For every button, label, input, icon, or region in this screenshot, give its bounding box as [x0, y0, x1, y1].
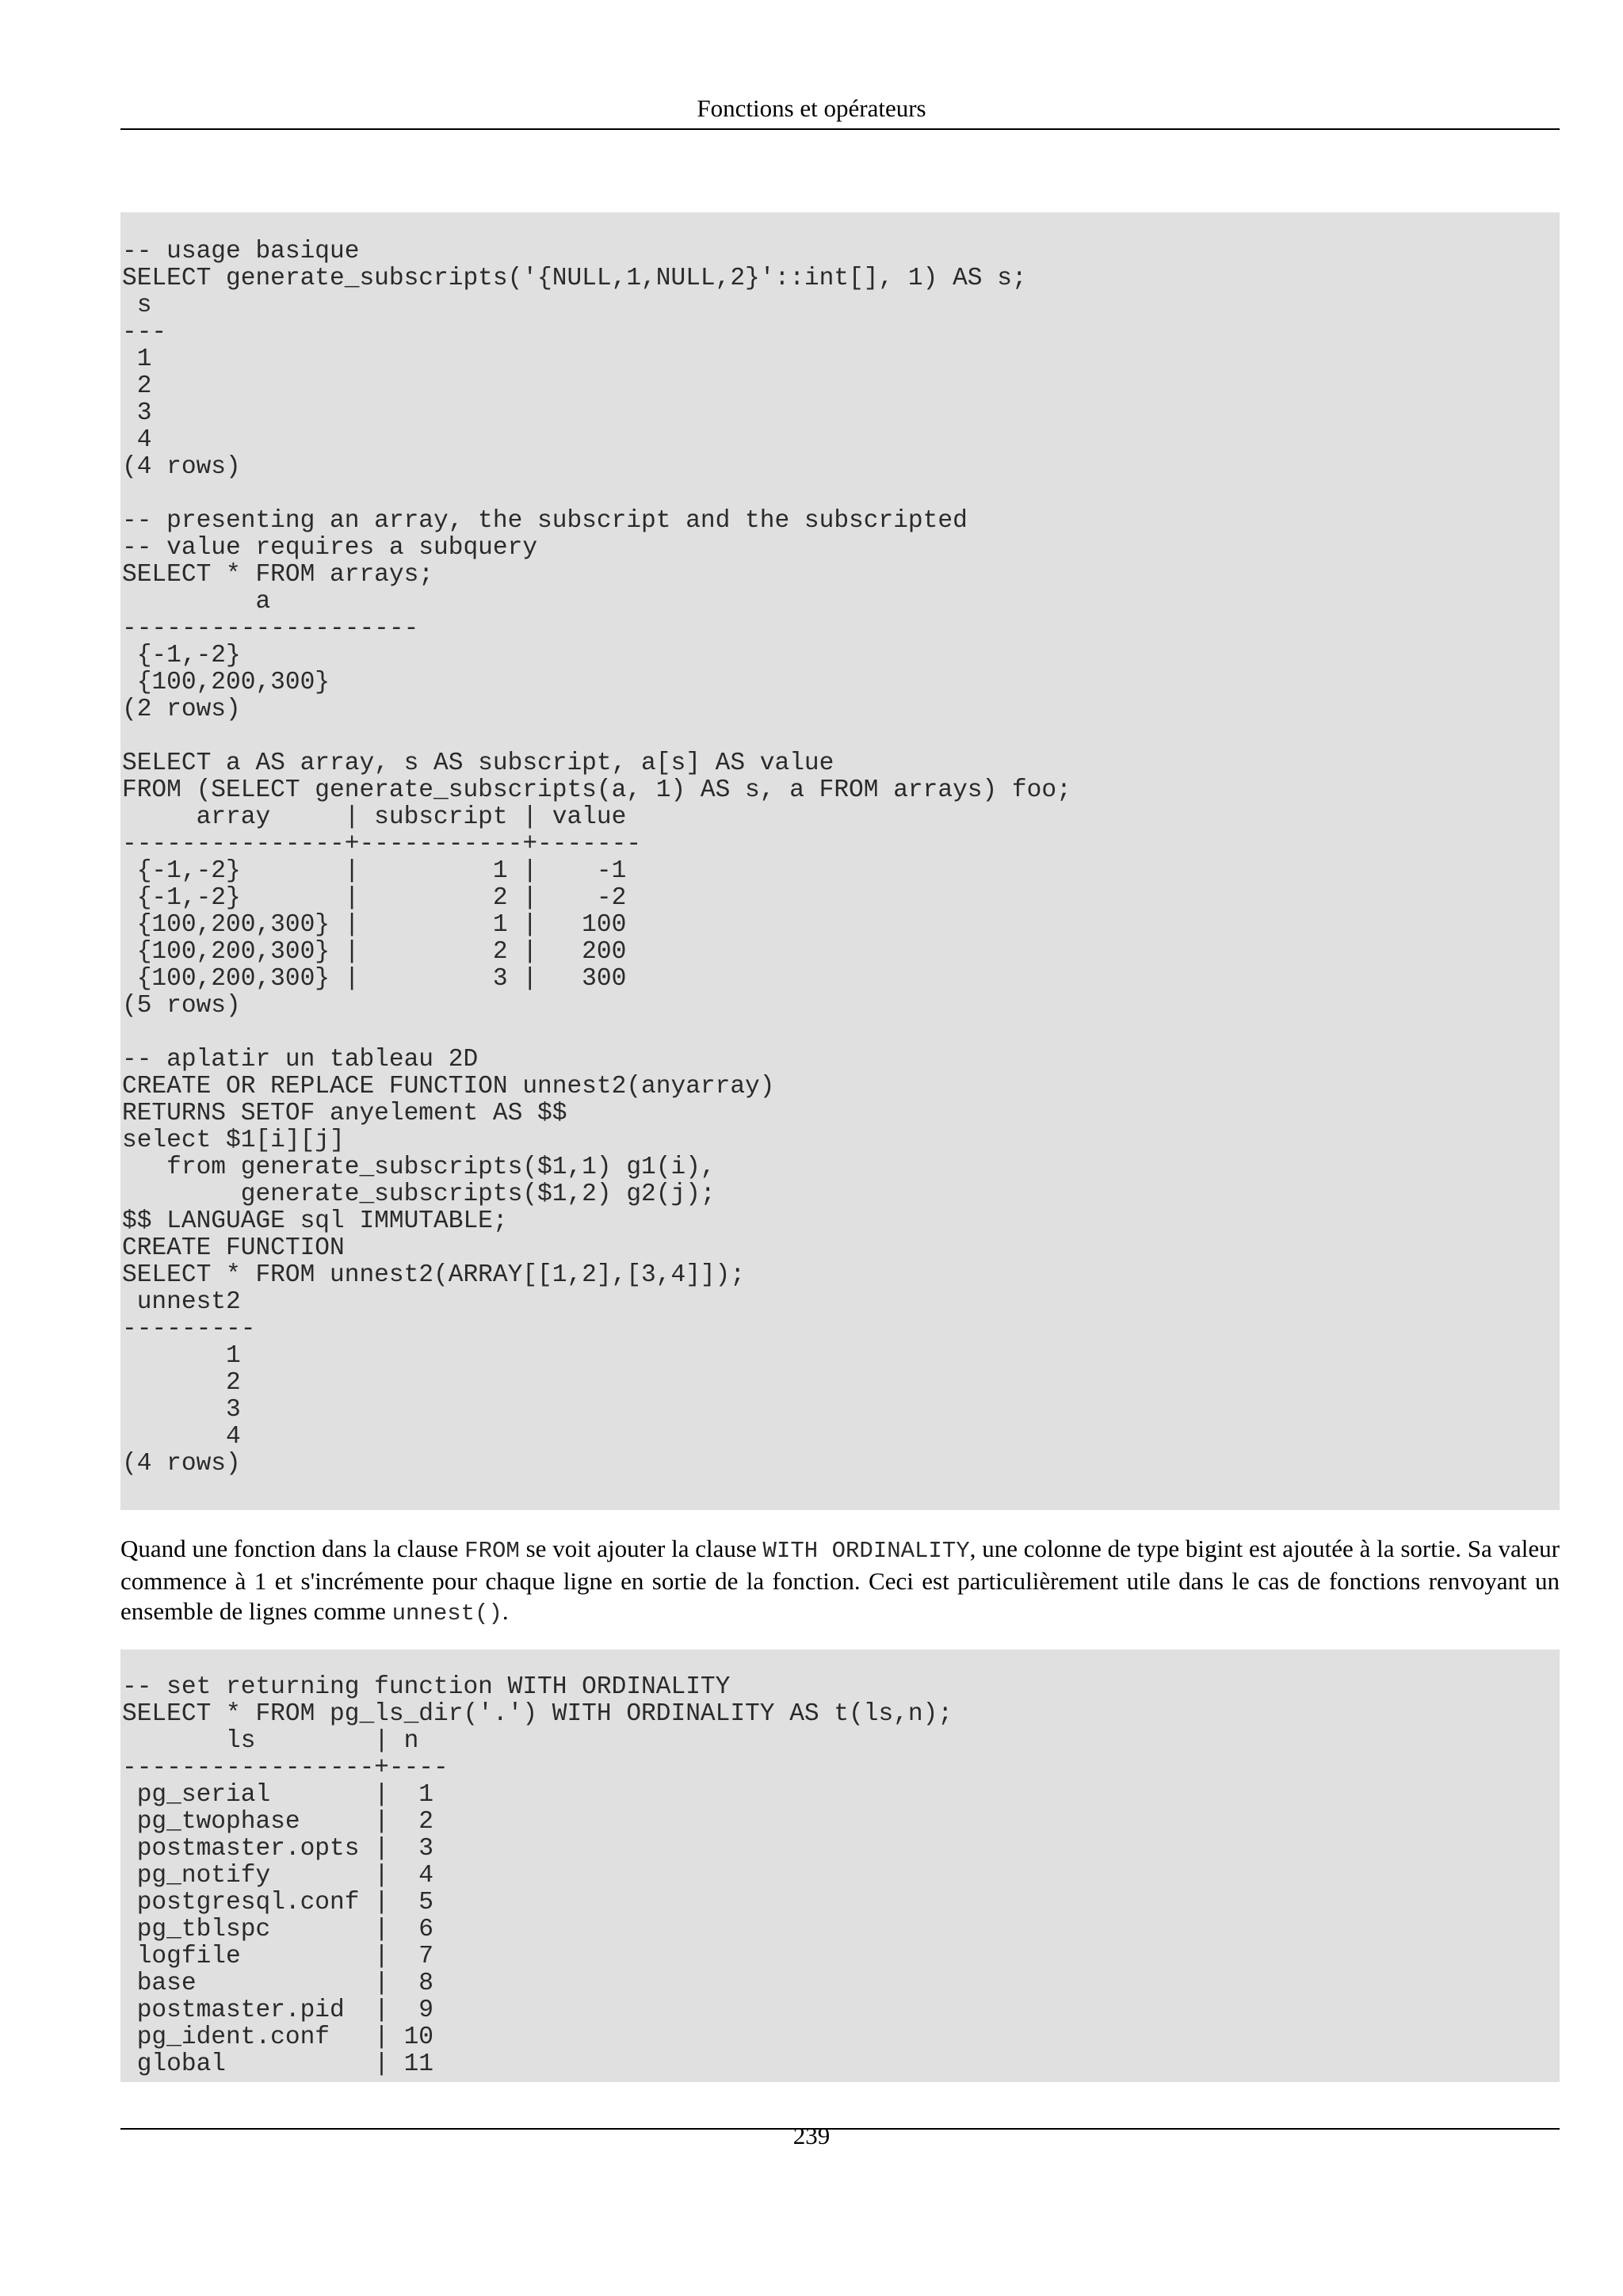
header-rule: [120, 128, 1560, 130]
body-paragraph: [120, 1534, 1560, 1629]
inline-code: FROM: [464, 1538, 520, 1564]
paragraph-text: se voit ajouter la clause: [519, 1535, 763, 1562]
code-listing: -- usage basique SELECT generate_subscripts('{NULL,1,NULL,2}'::int[], 1) AS s; s --- 1 2 3 4 (4 rows) -- presenting an array, the subscript and the subscripted -- value requires a subquery SELECT * FROM arrays; a -------------------- {-1,-2} {100,200,300} (2 rows) SELECT a AS array, s AS subscript, a[s] AS value FROM (SELECT generate_subscripts(a, 1) AS s, a FROM arrays) foo; array | subscript | value ---------------+-----------+------- {-1,-2} | 1 | -1 {-1,-2} | 2 | -2 {100,200,300} | 1 | 100 {100,200,300} | 2 | 200 {100,200,300} | 3 | 300 (5 rows) -- aplatir un tableau 2D CREATE OR REPLACE FUNCTION unnest2(anyarray) RETURNS SETOF anyelement AS $$ select $1[i][j] from generate_subscripts($1,1) g1(i), generate_subscripts($1,2) g2(j); $$ LANGUAGE sql IMMUTABLE; CREATE FUNCTION SELECT * FROM unnest2(ARRAY[[1,2],[3,4]]); unnest2 --------- 1 2 3 4 (4 rows): [122, 238, 1071, 1478]
code-listing: -- set returning function WITH ORDINALITY SELECT * FROM pg_ls_dir('.') WITH ORDINALITY AS t(ls,n); ls | n -----------------+---- pg_serial | 1 pg_twophase | 2 postmaster.opts | 3 pg_notify | 4 postgresql.conf | 5 pg_tblspc | 6 logfile | 7 base | 8 postmaster.pid | 9 pg_ident.conf | 10 global | 11: [122, 1673, 953, 2078]
paragraph-text: , une colonne de type bigint est ajoutée à la sortie. Sa valeur commence à 1 et s'incrémente pour chaque ligne en sortie de la fonction. Ceci est particulièrement utile dans le cas de fonctions renvoyant un ensemble de lignes comme: [120, 1535, 1560, 1625]
page-header-title: Fonctions et opérateurs: [697, 94, 926, 122]
code-block-generate-subscripts: [120, 212, 1560, 1510]
code-block-with-ordinality: [120, 1650, 1560, 2082]
inline-code: unnest(): [391, 1600, 502, 1627]
paragraph-text: Quand une fonction dans la clause: [120, 1535, 465, 1562]
page-number: 239: [792, 2122, 831, 2149]
inline-code: WITH ORDINALITY: [762, 1538, 970, 1564]
paragraph-text: .: [502, 1597, 509, 1625]
